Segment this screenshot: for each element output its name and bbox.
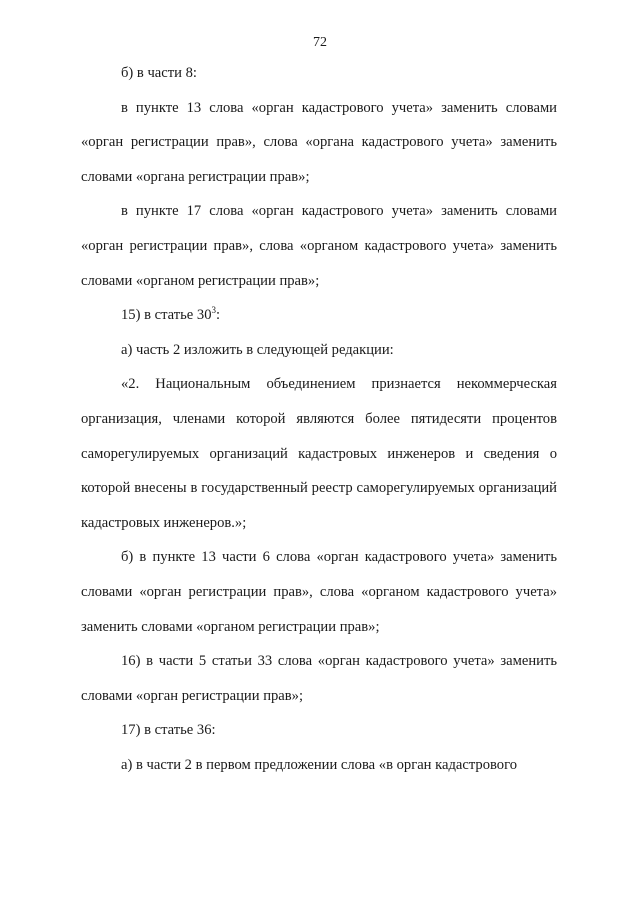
page-number: 72 bbox=[313, 35, 327, 50]
paragraph-10: а) в части 2 в первом предложении слова «в орган кадастрового bbox=[121, 756, 518, 773]
document-body bbox=[81, 56, 557, 782]
paragraph-6: «2. Национальным объединением признается некоммерческая организация, членами которой являются более пятидесяти процентов саморегулируемых организаций кадастровых инженеров и сведения о которой внесены в государственный реестр саморегулируемых организаций кадастровых инженеров.»; bbox=[81, 376, 557, 531]
paragraph-4-superscript: 3 bbox=[211, 305, 217, 316]
paragraph-5: а) часть 2 изложить в следующей редакции: bbox=[121, 341, 394, 358]
paragraph-9: 17) в статье 36: bbox=[121, 722, 216, 739]
paragraph-8: 16) в части 5 статьи 33 слова «орган кадастрового учета» заменить словами «орган регистрации прав»; bbox=[81, 653, 557, 704]
paragraph-2: в пункте 13 слова «орган кадастрового учета» заменить словами «орган регистрации прав», слова «органа кадастрового учета» заменить словами «органа регистрации прав»; bbox=[81, 99, 557, 185]
paragraph-3: в пункте 17 слова «орган кадастрового учета» заменить словами «орган регистрации прав», слова «органом кадастрового учета» заменить словами «органом регистрации прав»; bbox=[81, 203, 557, 289]
paragraph-7: б) в пункте 13 части 6 слова «орган кадастрового учета» заменить словами «орган регистрации прав», слова «органом кадастрового учета» заменить словами «органом регистрации прав»; bbox=[81, 549, 557, 635]
paragraph-1: б) в части 8: bbox=[121, 65, 197, 81]
paragraph-4-text: 15) в статье 30 bbox=[121, 307, 212, 324]
paragraph-4-colon: : bbox=[216, 307, 221, 324]
paragraph-4 bbox=[81, 298, 557, 333]
